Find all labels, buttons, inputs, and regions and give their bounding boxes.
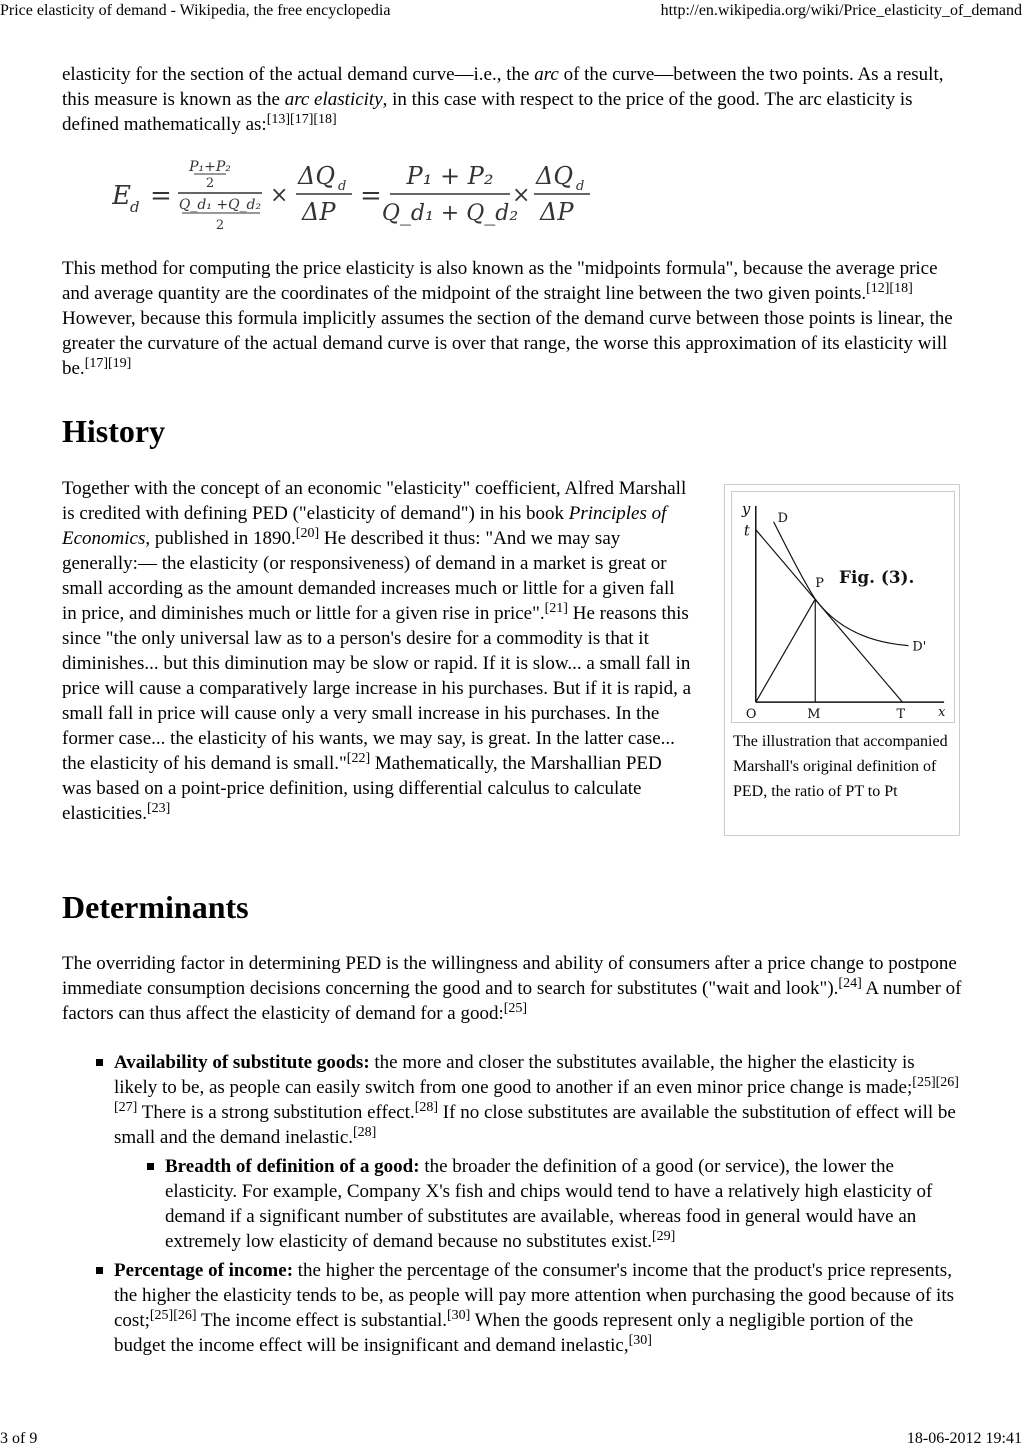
- formula-delta-p-2: ΔP: [540, 198, 574, 226]
- formula-delta-q-sub-2: d: [576, 179, 585, 194]
- bullet-icon: [96, 1059, 103, 1066]
- bullet-icon: [96, 1267, 103, 1274]
- formula-delta-p-1: ΔP: [302, 198, 336, 226]
- citation-link[interactable]: [13][17][18]: [266, 112, 337, 127]
- formula-lhs-sub: d: [130, 198, 140, 216]
- determinants-heading: Determinants: [62, 889, 249, 925]
- page-number: 3 of 9: [0, 1430, 38, 1447]
- formula-equals-2: =: [360, 181, 382, 211]
- bullet-icon: [147, 1163, 154, 1170]
- list-item-breadth: Breadth of definition of a good: the broader the definition of a good (or service), the lower the elasticity. For example, Company X's fish and chips would tend to have a relatively high elasticity of demand if a significant number of substitutes are available, whereas food in general would have an extremely low elasticity of demand because no substitutes exist.[29]: [165, 1154, 962, 1254]
- formula-equals-1: =: [150, 181, 172, 211]
- formula-times-1: ×: [270, 183, 289, 208]
- formula-times-2: ×: [512, 183, 531, 208]
- citation-link[interactable]: [17][19]: [84, 356, 132, 371]
- midpoints-section: [62, 256, 962, 381]
- citation-link[interactable]: [23]: [146, 801, 171, 816]
- arc-elasticity-formula: [112, 157, 592, 237]
- fig-label-dprime: D': [912, 639, 927, 655]
- formula-q-sum-small: Q_d₁ +Q_d₂: [178, 197, 262, 213]
- citation-link[interactable]: [30]: [447, 1308, 471, 1323]
- fig-label-tt: T: [896, 707, 906, 722]
- print-header: [0, 0, 1024, 22]
- citation-link[interactable]: [25]: [503, 1001, 528, 1016]
- list-item-income: Percentage of income: the higher the percentage of the consumer's income that the product's price represents, the higher the elasticity tends to be, as people will pay more attention when purchasing the good because of its cost;[25][26] The income effect is substantial.[30] When the goods represent only a negligible portion of the budget the income effect will be insignificant and demand inelastic,[30]: [114, 1258, 962, 1358]
- formula-two-top: 2: [205, 176, 215, 191]
- marshall-figure[interactable]: [731, 491, 955, 723]
- formula-lhs: E: [112, 181, 131, 211]
- citation-link[interactable]: [29]: [652, 1229, 676, 1244]
- print-datetime: 18-06-2012 19:41: [906, 1430, 1022, 1447]
- citation-link[interactable]: [28]: [353, 1125, 377, 1140]
- formula-delta-q-1: ΔQ: [298, 162, 336, 190]
- citation-link[interactable]: [21]: [544, 601, 568, 616]
- figure-caption: The illustration that accompanied Marshall's original definition of PED, the ratio of PT to Pt: [733, 733, 948, 800]
- page-title: Price elasticity of demand - Wikipedia, the free encyclopedia: [0, 2, 391, 19]
- determinants-intro: [62, 951, 962, 1026]
- fig-label-m: M: [807, 707, 821, 722]
- citation-link[interactable]: [22]: [346, 751, 371, 766]
- intro-section: [62, 62, 962, 137]
- formula-p-sum-small: P₁+P₂: [189, 159, 231, 175]
- citation-link[interactable]: [25][26]: [149, 1308, 197, 1323]
- fig-label-p: P: [815, 576, 824, 592]
- citation-link[interactable]: [25][26][27]: [114, 1075, 959, 1115]
- page-url[interactable]: http://en.wikipedia.org/wiki/Price_elasticity_of_demand: [660, 2, 1022, 19]
- paragraph-midpoints: This method for computing the price elasticity is also known as the "midpoints formula", because the average price and average quantity are the coordinates of the midpoint of the straight line between the two given points.[12][18] However, because this formula implicitly assumes the section of the demand curve between those points is linear, the greater the curvature of the actual demand curve is over that range, the worse this approximation of its elasticity will be.[17][19]: [62, 258, 953, 379]
- fig-label-title: Fig. (3).: [839, 567, 915, 588]
- determinants-section: [62, 887, 962, 927]
- history-heading: History: [62, 413, 166, 449]
- citation-link[interactable]: [28]: [414, 1100, 439, 1115]
- formula-delta-q-2: ΔQ: [536, 162, 574, 190]
- citation-link[interactable]: [24]: [838, 976, 862, 991]
- citation-link[interactable]: [12][18]: [866, 281, 913, 296]
- history-body: [62, 476, 692, 826]
- determinants-list: [114, 1050, 962, 1358]
- citation-link[interactable]: [20]: [295, 526, 320, 541]
- history-section: [62, 411, 962, 451]
- formula-delta-q-sub-1: d: [338, 179, 347, 194]
- fig-label-t: t: [743, 521, 750, 540]
- fig-label-x: x: [938, 705, 946, 721]
- formula-q-sum: Q_d₁ + Q_d₂: [381, 201, 519, 226]
- print-footer: [0, 1428, 1024, 1450]
- paragraph-determinants: The overriding factor in determining PED is the willingness and ability of consumers after a price change to postpone immediate consumption decisions concerning the good and to search for substitutes ("wait and look").[24] A number of factors can thus affect the elasticity of demand for a good:[25]: [62, 953, 962, 1024]
- list-item-substitutes: Availability of substitute goods: the more and closer the substitutes available, the higher the elasticity is likely to be, as people can easily switch from one good to another if an even minor price change is made;[25][26][27] There is a strong substitution effect.[28] If no close substitutes are available the substitution of effect will be small and the demand inelastic.[28] Breadth of definition of a good: the broader the definition of a good (or service), the lower the elasticity. For example, Company X's fish and chips would tend to have a relatively high elasticity of demand if a significant number of substitutes are available, whereas food in general would have an extremely low elasticity of demand because no substitutes exist.[29]: [114, 1050, 962, 1254]
- citation-link[interactable]: [30]: [628, 1333, 652, 1348]
- fig-label-y: y: [741, 499, 751, 518]
- paragraph-history: Together with the concept of an economic "elasticity" coefficient, Alfred Marshall is credited with defining PED ("elasticity of demand") in his book Principles of Economics, published in 1890.[20] He described it thus: "And we may say generally:— the elasticity (or responsiveness) of demand in a market is great or small according as the amount demanded increases much or little for a given fall in price, and diminishes much or little for a given rise in price".[21] He reasons this since "the only universal law as to a person's desire for a commodity is that it diminishes... but this diminution may be slow or rapid. If it is slow... a small fall in price will cause a comparatively large increase in his purchases. But if it is rapid, a small fall in price will cause only a very small increase in his purchases. In the former case... the elasticity of his wants, we may say, is great. In the latter case... the elasticity of his demand is small."[22] Mathematically, the Marshallian PED was based on a point-price definition, using differential calculus to calculate elasticities.[23]: [62, 478, 692, 824]
- formula-p-sum: P₁ + P₂: [406, 162, 494, 190]
- formula-two-bottom: 2: [215, 218, 225, 233]
- fig-label-d: D: [777, 510, 788, 526]
- fig-label-o: O: [745, 707, 757, 722]
- paragraph-arc-elasticity: elasticity for the section of the actual demand curve—i.e., the arc of the curve—between the two points. As a result, this measure is known as the arc elasticity, in this case with respect to the price of the good. The arc elasticity is defined mathematically as:[13][17][18]: [62, 64, 944, 135]
- figure-thumbnail: [724, 484, 960, 836]
